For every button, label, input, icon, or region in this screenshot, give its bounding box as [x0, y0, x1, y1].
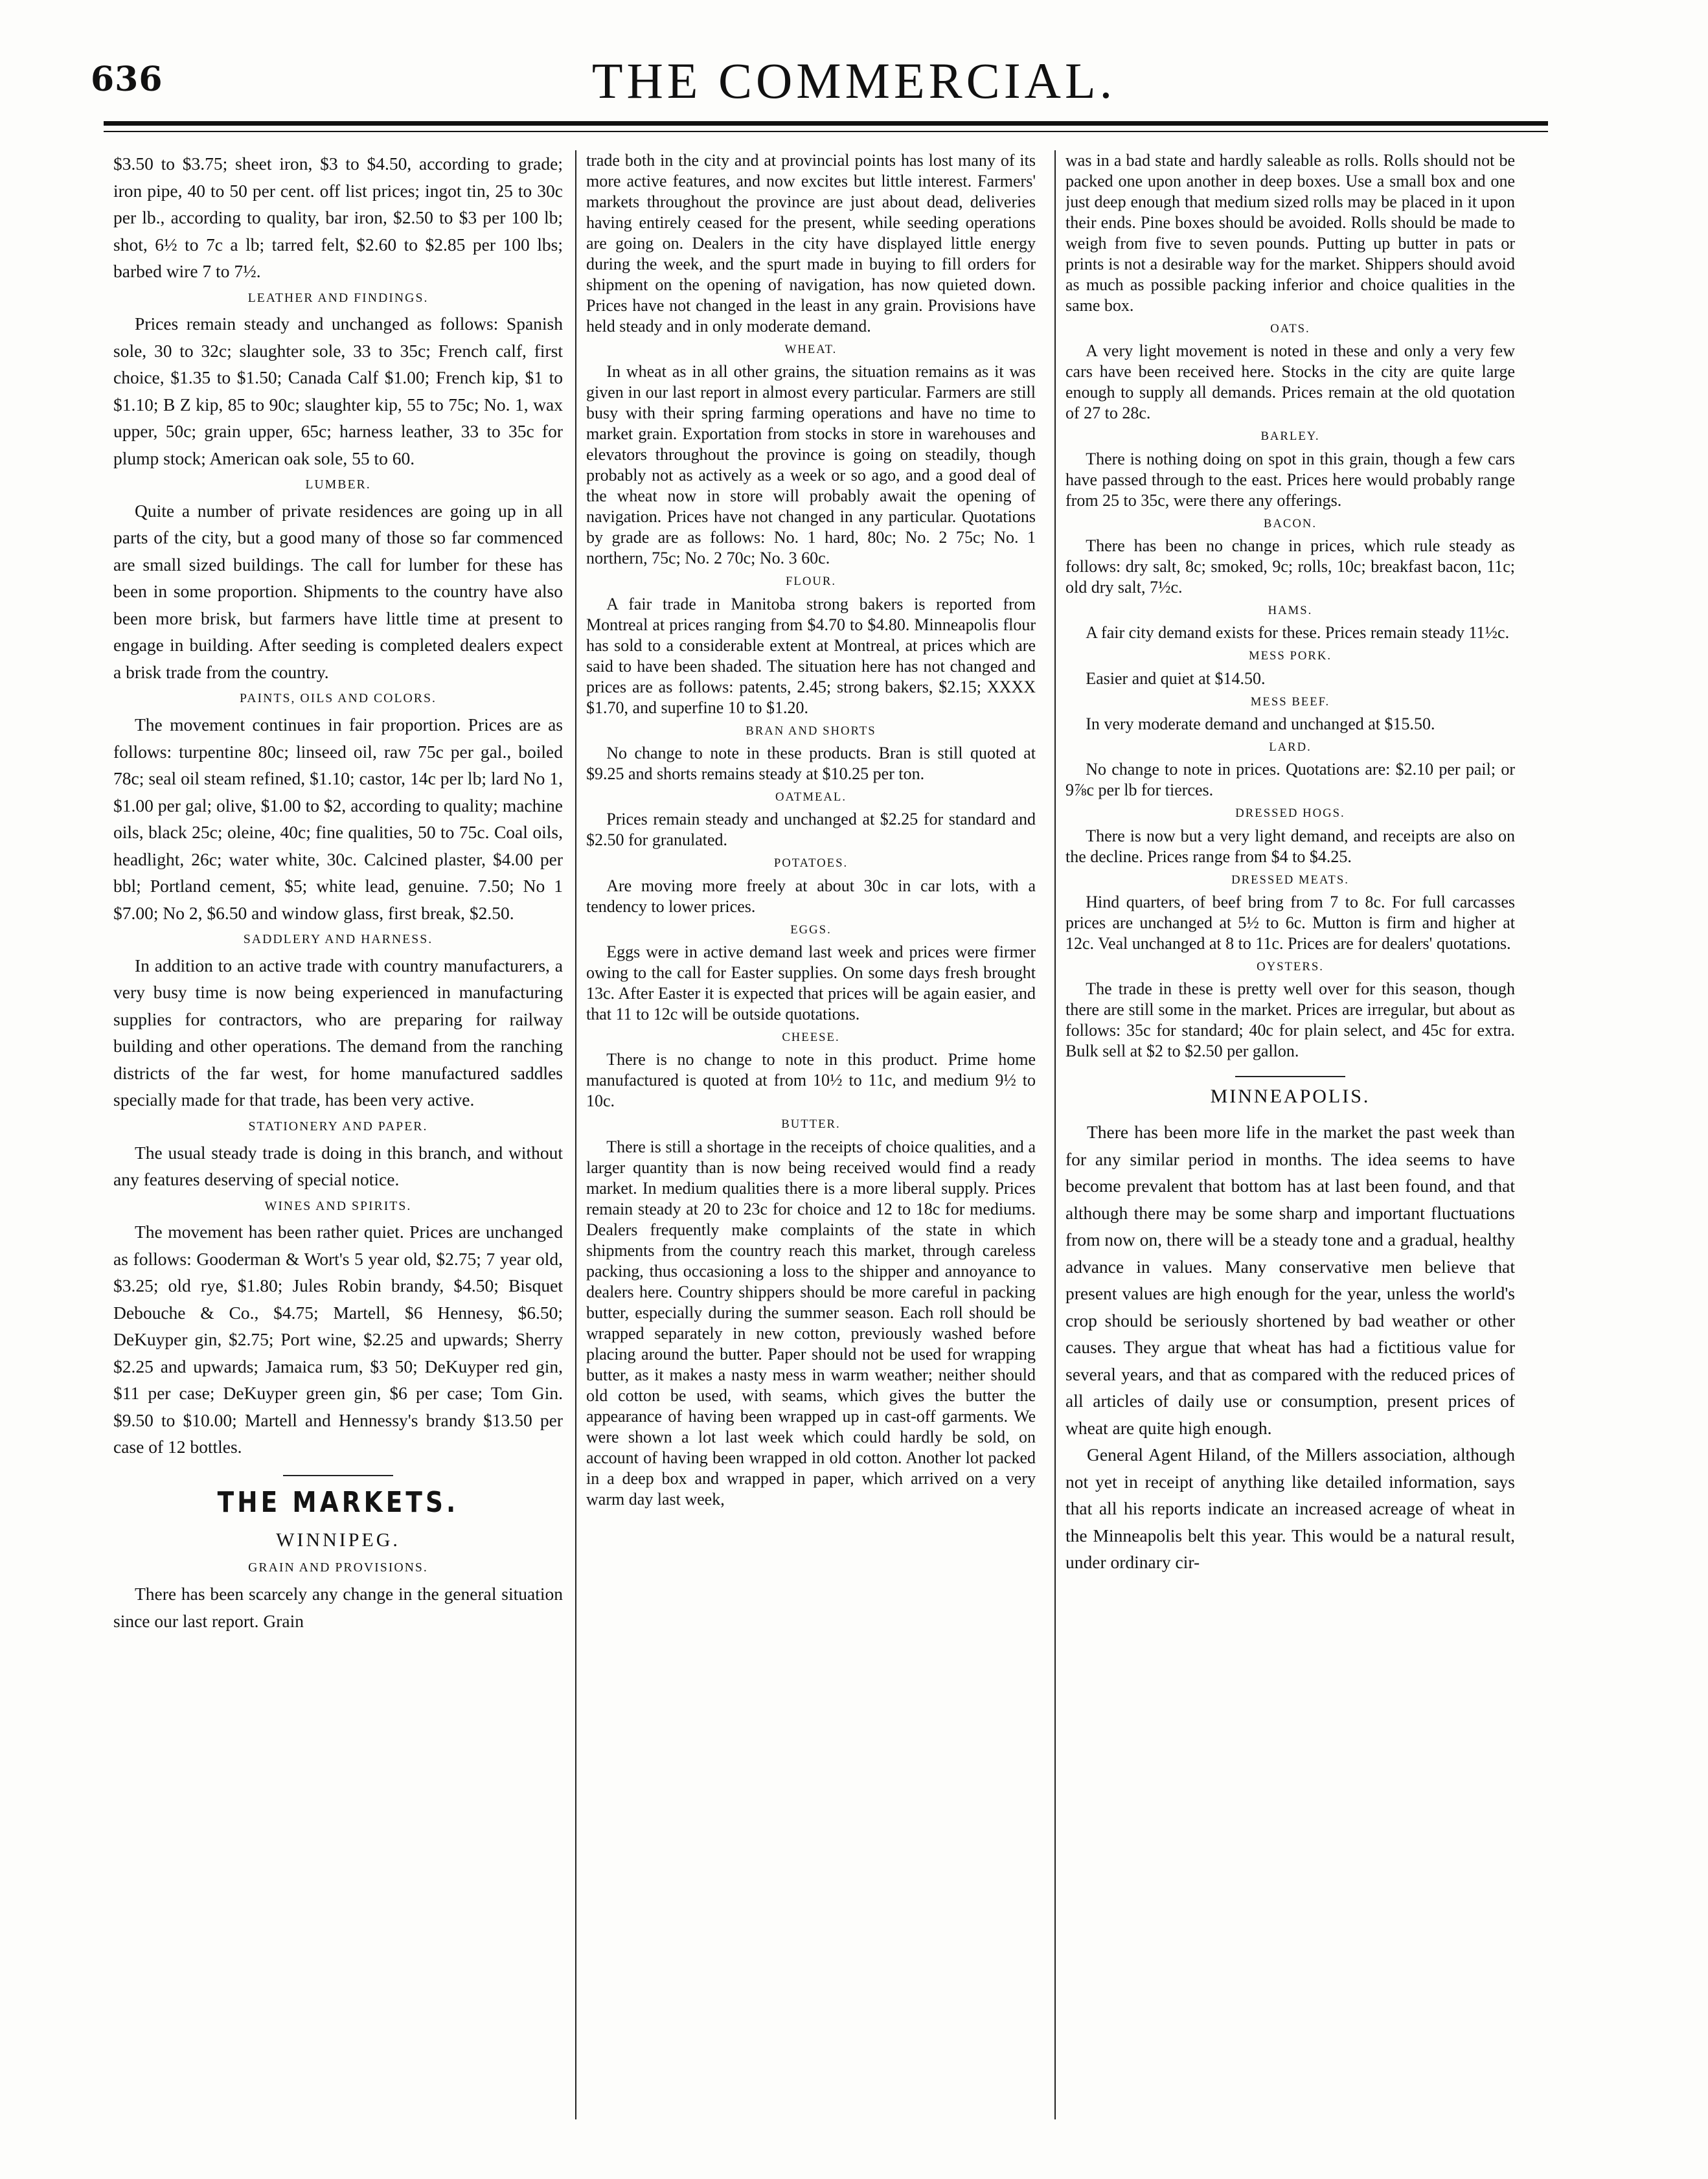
section-heading-butter: BUTTER.	[781, 1117, 841, 1132]
section-heading-stationery: STATIONERY AND PAPER.	[248, 1119, 428, 1134]
article-paragraph: The trade in these is pretty well over for this season, though there are still some in the market. Prices are irregular, but about as follows: 35c for standard; 40c for plain select, and 45c for extra. Bulk sell at $2 to $2.50 per gallon.	[1065, 979, 1515, 1061]
column-1	[113, 150, 563, 2119]
article-paragraph: The usual steady trade is doing in this branch, and without any features deserving of special notice.	[113, 1142, 563, 1190]
article-paragraph: trade both in the city and at provincial points has lost many of its more active features, and now excites but little interest. Farmers' markets throughout the province are just about dead, deliveries having entirely ceased for the present, while seeding operations are going on. Dealers in the city have displayed little energy during the week, and the spurt made in buying to fill orders for shipment on the opening of navigation, has now quieted down. Prices have not changed in the least in any grain. Provisions have held steady and in only moderate demand.	[586, 151, 1036, 336]
minneapolis-article	[1065, 1119, 1515, 1576]
column-divider	[1054, 150, 1056, 2119]
section-heading-oysters: OYSTERS.	[1257, 960, 1324, 974]
article-paragraph: Are moving more freely at about 30c in car lots, with a tendency to lower prices.	[586, 876, 1036, 916]
article-paragraph: In wheat as in all other grains, the situation remains as it was given in our last report in almost every particular. Farmers are still busy with their spring farming operations and have no time to market grain. Exportation from stocks in store in warehouses and elevators throughout the province is going on steadily, though probably not as actively as a week or so ago, and a good deal of the wheat now in store will probably await the opening of navigation. Prices have not changed in any particular. Quotations by grade are as follows: No. 1 hard, 80c; No. 2 75c; No. 1 northern, 75c; No. 2 70c; No. 3 60c.	[586, 362, 1036, 568]
article-paragraph: The movement continues in fair proportion. Prices are as follows: turpentine 80c; linseed oil, raw 75c per gal., boiled 78c; seal oil steam refined, $1.10; castor, 14c per lb; lard No 1, $1.00 per gal; olive, $1.00 to $2, according to quality; machine oils, black 25c; oleine, 40c; fine qualities, 50 to 75c. Coal oils, headlight, 26c; water white, 30c. Calcined plaster, $4.00 per bbl; Portland cement, $5; white lead, genuine. 7.50; No 1 $7.00; No 2, $6.50 and window glass, first break, $2.50.	[113, 714, 563, 923]
article-paragraph: There is still a shortage in the receipts of choice qualities, and a larger quantity than is now being received would find a ready market. In medium qualities there is a more liberal supply. Prices remain steady at 20 to 23c for choice and 12 to 18c for mediums. Dealers frequently make complaints of the state in which shipments from the country reach this market, through careless packing, thus occasioning a loss to the shipper and annoyance to dealers here. Country shippers should be more careful in packing butter, especially during the summer season. Each roll should be wrapped separately in new cotton, previously washed before placing around the butter. Paper should not be used for wrapping butter, as it makes a nasty mess in warm weather; neither should old cotton be used, with seams, which gives the butter the appearance of having been wrapped up in cast-off garments. We were shown a lot last week which could hardly be sold, on account of having been wrapped in old cotton. Another lot packed in a deep box and wrapped in paper, which arrived on a very warm day last week,	[586, 1137, 1036, 1509]
winnipeg-heading: WINNIPEG.	[276, 1529, 400, 1551]
section-heading-wheat: WHEAT.	[784, 343, 837, 356]
section-heading-flour: FLOUR.	[786, 575, 836, 589]
section-heading-eggs: EGGS.	[790, 922, 832, 937]
section-heading-paints: PAINTS, OILS AND COLORS.	[240, 691, 437, 706]
header-rule-thick	[104, 121, 1548, 126]
section-heading-leather: LEATHER AND FINDINGS.	[247, 290, 429, 305]
article-paragraph: A fair trade in Manitoba strong bakers is reported from Montreal at prices ranging from $4.70 to $4.80. Minneapolis flour has sold to a considerable extent at Montreal, at prices which are said to have been shaded. The situation here has not changed and prices are as follows: patents, 2.45; strong bakers, $2.15; XXXX $1.70, and superfine 10 to $1.20.	[586, 594, 1036, 717]
masthead-title: THE COMMERCIAL.	[591, 52, 1117, 109]
column-2	[586, 150, 1036, 2119]
section-heading-potatoes: POTATOES.	[773, 856, 848, 871]
article-paragraph: A very light movement is noted in these and only a very few cars have been received here. Stocks in the city are quite large enough to supply all demands. Prices remain at the old quotation of 27 to 28c.	[1065, 341, 1515, 423]
article-paragraph: In addition to an active trade with country manufacturers, a very busy time is now being experienced in manufacturing supplies for contractors, who are preparing for railway building and other operations. The demand from the ranching districts of the far west, for home manufactured saddles specially made for that trade, has been very active.	[113, 955, 563, 1110]
article-paragraph: Quite a number of private residences are going up in all parts of the city, but a good many of those so far commenced are small sized buildings. The call for lumber for these has been in some proportion. Shipments to the country have also been more brisk, but farmers have little time at present to engage in building. After seeding is completed dealers expect a brisk trade from the country.	[113, 500, 563, 682]
article-paragraph: There has been scarcely any change in the general situation since our last report. Grain	[113, 1584, 563, 1631]
article-paragraph: Easier and quiet at $14.50.	[1086, 668, 1266, 688]
section-divider	[283, 1475, 393, 1476]
header-rule-thin	[104, 131, 1548, 132]
article-paragraph: General Agent Hiland, of the Millers association, although not yet in receipt of anything like detailed information, says that all his reports indicate an increased acreage of wheat in the Minneapolis belt this year. This would be a natural result, under ordinary cir-	[1065, 1444, 1515, 1573]
article-paragraph: There has been no change in prices, which rule steady as follows: dry salt, 8c; smoked, 9c; rolls, 10c; breakfast bacon, 11c; old dry salt, 7½c.	[1065, 536, 1515, 597]
article-paragraph: There has been more life in the market the past week than for any similar period in months. The idea seems to have become prevalent that bottom has at last been found, and that although there may be some sharp and important fluctuations from now on, there will be a steady tone and a gradual, healthy advance in values. Many conservative men believe that present values are high enough for the year, unless the world's crop should be seriously shortened by bad weather or other causes. They argue that wheat has had a fictitious value for several years, and that as compared with the reduced prices of all articles of daily use or consumption, present prices of wheat are quite high enough.	[1065, 1122, 1515, 1438]
section-heading-bran: BRAN AND SHORTS	[746, 724, 876, 738]
markets-heading: THE MARKETS.	[217, 1485, 459, 1519]
section-heading-lard: LARD.	[1269, 740, 1312, 755]
section-heading-dressed-hogs: DRESSED HOGS.	[1235, 806, 1345, 821]
section-heading-cheese: CHEESE.	[782, 1031, 840, 1045]
article-paragraph: In very moderate demand and unchanged at $15.50.	[1086, 714, 1435, 734]
section-heading-wines: WINES AND SPIRITS.	[264, 1198, 412, 1213]
article-paragraph: Eggs were in active demand last week and prices were firmer owing to the call for Easter supplies. On some days fresh brought 13c. After Easter it is expected that prices will be again easier, and that 11 to 12c will be outside quotations.	[586, 942, 1036, 1024]
section-divider	[1235, 1076, 1345, 1077]
article-paragraph: There is now but a very light demand, and receipts are also on the decline. Prices range from $4 to $4.25.	[1065, 826, 1515, 866]
article-paragraph: There is no change to note in this product. Prime home manufactured is quoted at from 10½ to 11c, and medium 9½ to 10c.	[586, 1050, 1036, 1111]
section-heading-grain: GRAIN AND PROVISIONS.	[248, 1560, 428, 1575]
section-heading-oatmeal: OATMEAL.	[775, 790, 847, 804]
article-paragraph: A fair city demand exists for these. Prices remain steady 11½c.	[1086, 623, 1510, 643]
minneapolis-heading: MINNEAPOLIS.	[1210, 1086, 1371, 1108]
section-heading-hams: HAMS.	[1268, 604, 1313, 618]
article-paragraph: The movement has been rather quiet. Prices are unchanged as follows: Gooderman & Wort's 5 year old, $2.75; 7 year old, $3.25; old rye, $1.80; Jules Robin brandy, $4.50; Bisquet Debouche & Co., $4.75; Martell, $6 Hennesy, $6.50; DeKuyper gin, $2.75; Port wine, $2.25 and upwards; Sherry $2.25 and upwards; Jamaica rum, $3 50; DeKuyper red gin, $11 per case; DeKuyper green gin, $6 per case; Tom Gin. $9.50 to $10.00; Martell and Hennessy's brandy $13.50 per case of 12 bottles.	[113, 1222, 563, 1457]
column-divider	[575, 150, 576, 2119]
page-number: 636	[91, 60, 163, 99]
section-heading-dressed-meats: DRESSED MEATS.	[1231, 873, 1349, 887]
article-paragraph: Hind quarters, of beef bring from 7 to 8c. For full carcasses prices are unchanged at 5½ to 6c. Mutton is firm and higher at 12c. Veal unchanged at 8 to 11c. Prices are for dealers' quotations.	[1065, 893, 1515, 953]
section-heading-barley: BARLEY.	[1260, 429, 1320, 444]
section-heading-oats: OATS.	[1270, 322, 1310, 336]
article-paragraph: There is nothing doing on spot in this grain, though a few cars have passed through to the east. Prices here would probably range from 25 to 35c, were there any offerings.	[1065, 449, 1515, 510]
article-paragraph: $3.50 to $3.75; sheet iron, $3 to $4.50, according to grade; iron pipe, 40 to 50 per cent. off list prices; ingot tin, 25 to 30c per lb., according to quality, bar iron, $2.50 to $3 per 100 lb; shot, 6½ to 7c a lb; tarred felt, $2.60 to $2.85 per 100 lbs; barbed wire 7 to 7½.	[113, 154, 563, 281]
article-paragraph: was in a bad state and hardly saleable as rolls. Rolls should not be packed one upon another in deep boxes. Use a small box and one just deep enough that medium sized rolls may be placed in it upon their ends. Pine boxes should be avoided. Rolls should be made to weigh from five to seven pounds. Putting up butter in pats or prints is not a desirable way for the market. Shippers should avoid as much as possible packing inferior and choice qualities in the same box.	[1065, 151, 1515, 315]
section-heading-bacon: BACON.	[1263, 516, 1317, 530]
column-3	[1065, 150, 1515, 2119]
section-heading-lumber: LUMBER.	[305, 477, 371, 492]
article-paragraph: No change to note in prices. Quotations are: $2.10 per pail; or 9⅞c per lb for tierces.	[1065, 760, 1515, 800]
article-paragraph: Prices remain steady and unchanged at $2.25 for standard and $2.50 for granulated.	[586, 810, 1036, 850]
section-heading-mess-pork: MESS PORK.	[1248, 649, 1332, 663]
article-paragraph: No change to note in these products. Bran is still quoted at $9.25 and shorts remains steady at $10.25 per ton.	[586, 744, 1036, 784]
article-paragraph: Prices remain steady and unchanged as follows: Spanish sole, 30 to 32c; slaughter sole, 33 to 35c; French calf, first choice, $1.35 to $1.50; Canada Calf $1.00; French kip, $1 to $1.10; B Z kip, 85 to 90c; slaughter kip, 55 to 75c; No. 1, wax upper, 50c; grain upper, 65c; harness leather, 33 to 35c for plump stock; American oak sole, 55 to 60.	[113, 314, 563, 468]
section-heading-mess-beef: MESS BEEF.	[1250, 694, 1330, 709]
section-heading-saddlery: SADDLERY AND HARNESS.	[243, 932, 433, 947]
